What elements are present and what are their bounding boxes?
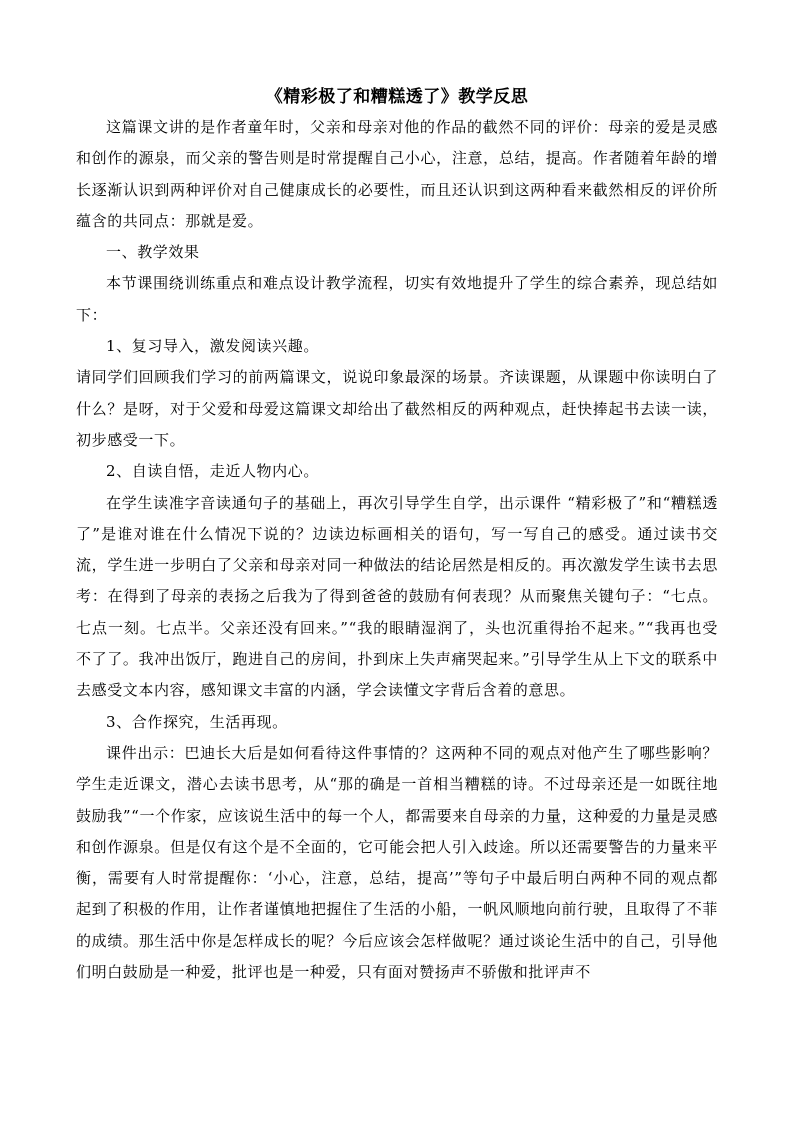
paragraph-cooperation: 课件出示：巴迪长大后是如何看待这件事情的？这两种不同的观点对他产生了哪些影响？学生走近课文，潜心去读书思考，从“那的确是一首相当糟糕的诗。不过母亲还是一如既往地鼓励我”“一个作家，应该说生活中的每一个人，都需要来自母亲的力量，这种爱的力量是灵感和创作源泉。但是仅有这个是不全面的，它可能会把人引入歧途。所以还需要警告的力量来平衡，需要有人时常提醒你：‘小心，注意，总结，提高’”等句子中最后明白两种不同的观点都起到了积极的作用，让作者谨慎地把握住了生活的小船，一帆风顺地向前行驶，且取得了不菲的成绩。那生活中你是怎样成长的呢？今后应该会怎样做呢？通过谈论生活中的自己，引导他们明白鼓励是一种爱，批评也是一种爱，只有面对赞扬声不骄傲和批评声不 <box>76 743 718 982</box>
subheading-cooperation: 3、合作探究，生活再现。 <box>106 712 288 731</box>
paragraph-intro: 这篇课文讲的是作者童年时，父亲和母亲对他的作品的截然不同的评价：母亲的爱是灵感和创作的源泉，而父亲的警告则是时常提醒自己小心，注意，总结，提高。作者随着年龄的增长逐渐认识到两种评价对自己健康成长的必要性，而且还认识到这两种看来截然相反的评价所蕴含的共同点：那就是爱。 <box>76 118 718 230</box>
paragraph-review: 请同学们回顾我们学习的前两篇课文，说说印象最深的场景。齐读课题，从课题中你读明白了什么？是呀，对于父爱和母爱这篇课文却给出了截然相反的两种观点，赶快捧起书去读一读，初步感受一下。 <box>76 368 718 449</box>
subheading-review: 1、复习导入，激发阅读兴趣。 <box>106 337 319 356</box>
section-heading-teaching-effect: 一、教学效果 <box>106 243 200 262</box>
document-page <box>76 86 718 988</box>
document-title: 《精彩极了和糟糕透了》教学反思 <box>265 87 529 107</box>
paragraph-self-reading: 在学生读准字音读通句子的基础上，再次引导学生自学，出示课件 “精彩极了”和“糟糕透了”是谁对谁在什么情况下说的？边读边标画相关的语句，写一写自己的感受。通过读书交流，学生进一步明白了父亲和母亲对同一种做法的结论居然是相反的。再次激发学生读书去思考：在得到了母亲的表扬之后我为了得到爸爸的鼓励有何表现？从而聚焦关键句子：“七点。七点一刻。七点半。父亲还没有回来。”“我的眼睛湿润了，头也沉重得抬不起来。”“我再也受不了了。我冲出饭厅，跑进自己的房间，扑到床上失声痛哭起来。”引导学生从上下文的联系中去感受文本内容，感知课文丰富的内涵，学会读懂文字背后含着的意思。 <box>76 493 718 700</box>
paragraph-summary: 本节课围绕训练重点和难点设计教学流程，切实有效地提升了学生的综合素养，现总结如下： <box>76 274 718 324</box>
subheading-self-reading: 2、自读自悟，走近人物内心。 <box>106 462 319 481</box>
